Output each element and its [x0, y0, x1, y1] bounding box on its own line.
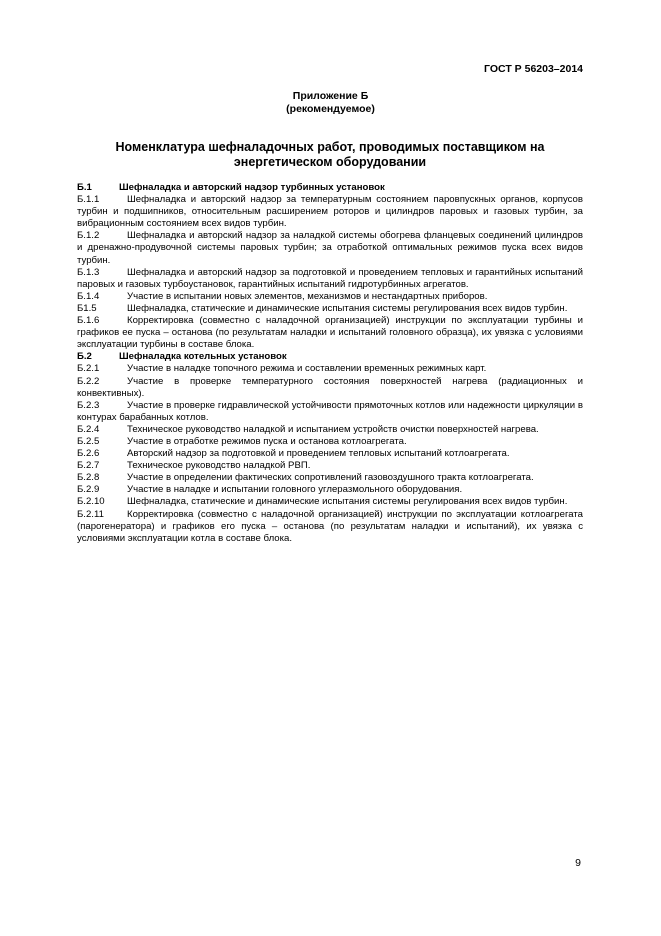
clause-text: Участие в определении фактических сопротивлений газовоздушного тракта котлоагрегата.	[127, 472, 534, 484]
clause-text: Участие в проверке гидравлической устойчивости прямоточных котлов или надежности циркуляции в контурах барабанных котлов.	[77, 399, 583, 423]
clause-number: Б.2.8	[77, 472, 100, 484]
clause	[77, 484, 583, 496]
clause-text: Шефналадка и авторский надзор за подготовкой и проведением тепловых и гарантийных испытаний паровых и газовых турбоустановок, гарантийных испытаний гидротурбинных агрегатов.	[77, 266, 583, 290]
clause	[77, 509, 583, 545]
clause	[77, 303, 583, 315]
clause-text: Шефналадка, статические и динамические испытания системы регулирования всех видов турбин.	[127, 302, 568, 314]
clause-text: Участие в наладке и испытании головного углеразмольного оборудования.	[127, 484, 463, 496]
clause	[77, 448, 583, 460]
title-line-2: энергетическом оборудовании	[233, 155, 427, 169]
clause-text: Шефналадка и авторский надзор турбинных установок	[119, 182, 385, 193]
clause	[77, 376, 583, 400]
clause	[77, 436, 583, 448]
clause-number: Б.2.1	[77, 363, 100, 375]
standard-designation: ГОСТ Р 56203–2014	[484, 63, 583, 75]
clause	[77, 424, 583, 436]
clause-text: Корректировка (совместно с наладочной организацией) инструкции по эксплуатации котлоагрегата (парогенератора) и графиков его пуска – останова (по результатам наладки и испытаний), их увязка с условиями эксплуатации котла в составе блока.	[77, 508, 583, 544]
document-title	[70, 140, 590, 170]
clause-number: Б.2.6	[77, 448, 100, 460]
clause-text: Участие в отработке режимов пуска и останова котлоагрегата.	[127, 435, 407, 447]
clause-text: Шефналадка котельных установок	[119, 351, 287, 363]
clause-number: Б.2	[77, 351, 92, 363]
clause	[77, 363, 583, 375]
document-body	[77, 182, 583, 545]
clause-text: Участие в испытании новых элементов, механизмов и нестандартных приборов.	[127, 290, 488, 302]
clause-text: Шефналадка, статические и динамические испытания системы регулирования всех видов турбин.	[127, 496, 568, 508]
clause-number: Б.1.3	[77, 266, 100, 278]
clause-number: Б.1	[77, 182, 92, 193]
annex-title: Приложение Б	[292, 90, 369, 102]
page-number: 9	[575, 857, 581, 869]
clause	[77, 230, 583, 266]
clause-number: Б.1.2	[77, 230, 100, 242]
clause-number: Б.2.11	[77, 508, 104, 520]
clause-number: Б.2.7	[77, 460, 100, 472]
clause-number: Б.2.5	[77, 435, 100, 447]
clause	[77, 400, 583, 424]
clause-text: Авторский надзор за подготовкой и проведением тепловых испытаний котлоагрегата.	[127, 448, 510, 460]
clause-number: Б.1.6	[77, 315, 100, 327]
annex-status: (рекомендуемое)	[286, 103, 375, 115]
title-line-1: Номенклатура шефналадочных работ, проводимых поставщиком на	[115, 140, 545, 154]
clause-number: Б1.5	[77, 302, 97, 314]
clause-number: Б.1.4	[77, 290, 100, 302]
clause-number: Б.2.4	[77, 423, 100, 435]
annex-heading	[0, 90, 661, 116]
clause	[77, 315, 583, 351]
clause	[77, 472, 583, 484]
clause-text: Техническое руководство наладкой и испытанием устройств очистки поверхностей нагрева.	[127, 423, 539, 435]
clause-text: Корректировка (совместно с наладочной организацией) инструкции по эксплуатации турбины и графиков ее пуска – останова (по результатам наладки и испытаний головного образца), их увязка с условиями эксплуатации турбины в составе блока.	[77, 315, 583, 351]
clause-number: Б.2.9	[77, 484, 100, 496]
clause-text: Шефналадка и авторский надзор за наладкой системы обогрева фланцевых соединений цилиндров и дренажно-продувочной системы паровых турбин; за отработкой оптимальных режимов пуска всех видов турбин.	[77, 230, 583, 266]
clause-number: Б.2.3	[77, 399, 100, 411]
clause-text: Техническое руководство наладкой РВП.	[127, 460, 311, 472]
clause-text: Участие в проверке температурного состояния поверхностей нагрева (радиационных и конвективных).	[77, 375, 583, 399]
clause	[77, 291, 583, 303]
clause-text: Участие в наладке топочного режима и составлении временных режимных карт.	[127, 363, 487, 375]
clause	[77, 267, 583, 291]
clause-text: Шефналадка и авторский надзор за температурным состоянием паровпускных органов, корпусов турбин и подшипников, относительным расширением роторов и цилиндров паровых и газовых турбин, за вибрационным состоянием всех видов турбин.	[77, 194, 583, 230]
clause	[77, 496, 583, 508]
section-heading	[77, 351, 583, 363]
clause-number: Б.2.2	[77, 375, 100, 387]
section-heading	[77, 182, 583, 194]
clause	[77, 194, 583, 230]
clause	[77, 460, 583, 472]
clause-number: Б.2.10	[77, 496, 105, 508]
clause-number: Б.1.1	[77, 194, 100, 206]
